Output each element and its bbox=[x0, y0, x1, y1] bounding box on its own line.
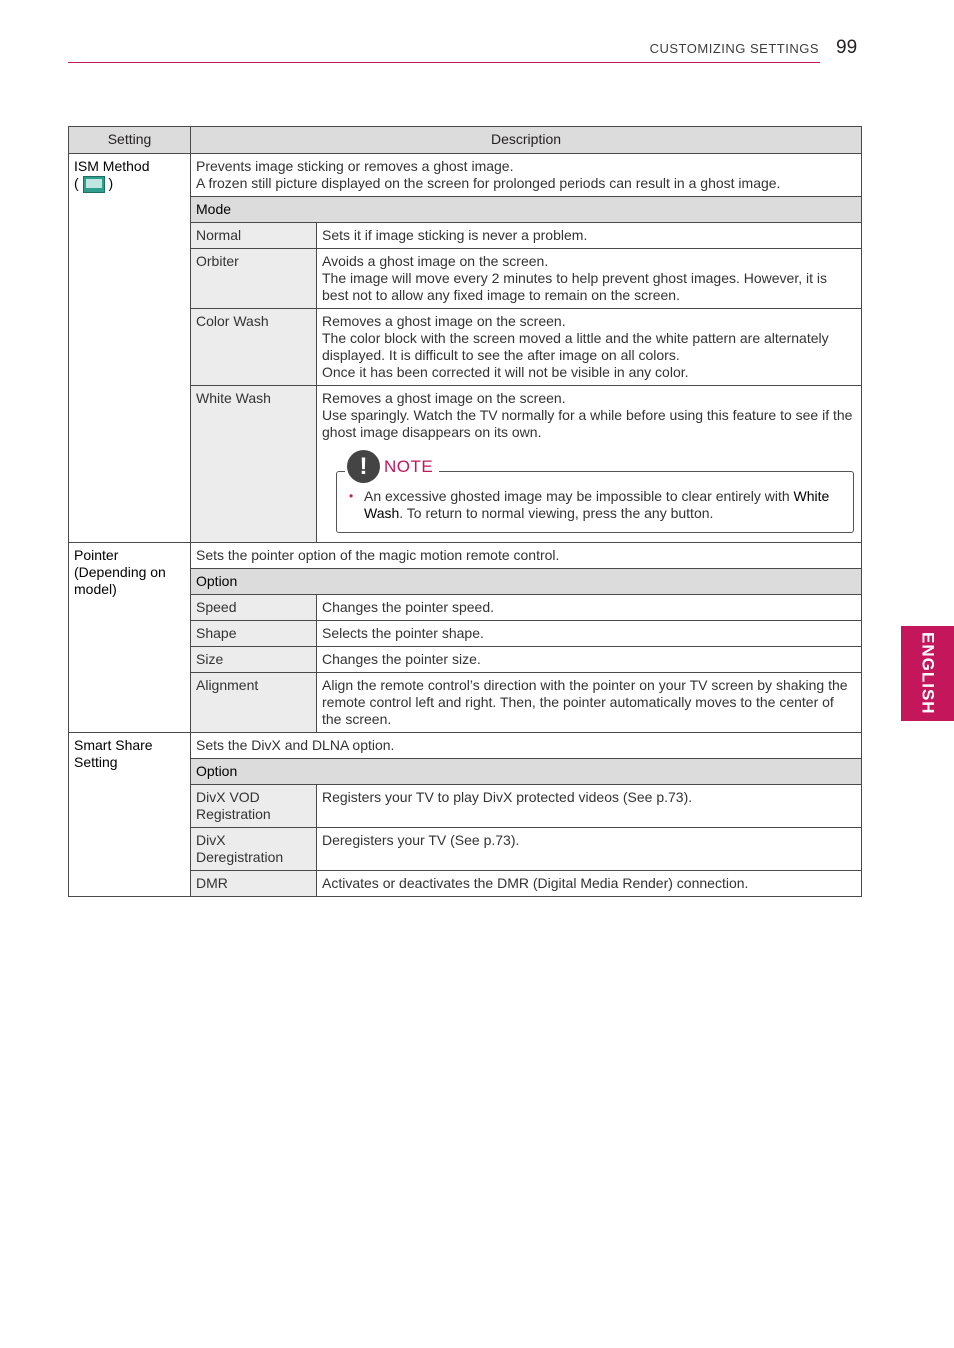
option-name: DivX Deregistration bbox=[191, 828, 317, 871]
note-header bbox=[345, 450, 439, 483]
option-subheader: Option bbox=[191, 759, 862, 785]
option-description: Selects the pointer shape. bbox=[317, 621, 862, 647]
option-description: Changes the pointer size. bbox=[317, 647, 862, 673]
option-description: Changes the pointer speed. bbox=[317, 595, 862, 621]
option-description bbox=[317, 223, 862, 249]
column-header-setting: Setting bbox=[69, 127, 191, 154]
option-name: DMR bbox=[191, 871, 317, 897]
note-box bbox=[336, 453, 854, 533]
exclamation-icon: ! bbox=[347, 450, 380, 483]
page-number: 99 bbox=[836, 37, 858, 58]
description-line: Removes a ghost image on the screen. bbox=[322, 390, 566, 406]
table-row bbox=[69, 154, 862, 197]
description-line: Once it has been corrected it will not be visible in any color. bbox=[322, 364, 689, 380]
description-line: Prevents image sticking or removes a ghost image. bbox=[196, 158, 514, 174]
option-name: Speed bbox=[191, 595, 317, 621]
setting-name: ISM Method bbox=[74, 158, 150, 174]
table-row bbox=[69, 733, 862, 759]
paren-open: ( bbox=[74, 175, 79, 191]
settings-table bbox=[68, 126, 862, 897]
language-tab bbox=[901, 626, 954, 721]
description-line: Avoids a ghost image on the screen. bbox=[322, 253, 549, 269]
description-line: Use sparingly. Watch the TV normally for a while before using this feature to see if the ghost image disappears on its own. bbox=[322, 407, 853, 440]
option-subheader: Option bbox=[191, 569, 862, 595]
option-description bbox=[317, 309, 862, 386]
setting-pointer: Pointer (Depending on model) bbox=[69, 543, 191, 733]
option-name: Shape bbox=[191, 621, 317, 647]
option-name: Size bbox=[191, 647, 317, 673]
option-name: White Wash bbox=[191, 386, 317, 543]
note-text bbox=[364, 488, 843, 522]
note-text-part: An excessive ghosted image may be impossible to clear entirely with bbox=[364, 488, 794, 504]
option-name: Color Wash bbox=[191, 309, 317, 386]
option-description: Align the remote control’s direction with the pointer on your TV screen by shaking the remote control left and right. Then, the pointer automatically moves to the center of the screen. bbox=[317, 673, 862, 733]
table-row bbox=[69, 543, 862, 569]
option-name: Alignment bbox=[191, 673, 317, 733]
setting-description bbox=[191, 154, 862, 197]
option-description bbox=[317, 386, 862, 543]
bullet: • bbox=[349, 489, 354, 503]
option-name: DivX VOD Registration bbox=[191, 785, 317, 828]
paren-close: ) bbox=[108, 175, 114, 191]
note-item bbox=[349, 488, 843, 522]
option-description bbox=[317, 249, 862, 309]
note-title: NOTE bbox=[384, 457, 434, 476]
option-name: Orbiter bbox=[191, 249, 317, 309]
option-description: Registers your TV to play DivX protected videos (See p.73). bbox=[317, 785, 862, 828]
description-line: The image will move every 2 minutes to help prevent ghost images. However, it is best not to allow any fixed image to remain on the screen. bbox=[322, 270, 828, 303]
option-description: Activates or deactivates the DMR (Digital Media Render) connection. bbox=[317, 871, 862, 897]
description-line: Sets it if image sticking is never a problem. bbox=[322, 227, 588, 243]
setting-description: Sets the pointer option of the magic motion remote control. bbox=[191, 543, 862, 569]
setting-ism-method bbox=[69, 154, 191, 543]
table-header-row bbox=[69, 127, 862, 154]
description-line: A frozen still picture displayed on the screen for prolonged periods can result in a ghost image. bbox=[196, 175, 781, 191]
note-emphasis: White Wash bbox=[364, 488, 830, 521]
note-text-part: . To return to normal viewing, press the any button. bbox=[399, 505, 714, 521]
setting-smart-share: Smart Share Setting bbox=[69, 733, 191, 897]
column-header-description: Description bbox=[191, 127, 862, 154]
description-line: The color block with the screen moved a little and the white pattern are alternately displayed. It is difficult to see the after image on all colors. bbox=[322, 330, 829, 363]
option-name: Normal bbox=[191, 223, 317, 249]
language-tab-label: ENGLISH bbox=[918, 632, 938, 715]
setting-description: Sets the DivX and DLNA option. bbox=[191, 733, 862, 759]
description-line: Removes a ghost image on the screen. bbox=[322, 313, 566, 329]
option-description: Deregisters your TV (See p.73). bbox=[317, 828, 862, 871]
header-rule bbox=[68, 62, 820, 63]
mode-subheader: Mode bbox=[191, 197, 862, 223]
header-section-title: CUSTOMIZING SETTINGS bbox=[649, 41, 819, 56]
plasma-tv-icon bbox=[83, 176, 105, 193]
